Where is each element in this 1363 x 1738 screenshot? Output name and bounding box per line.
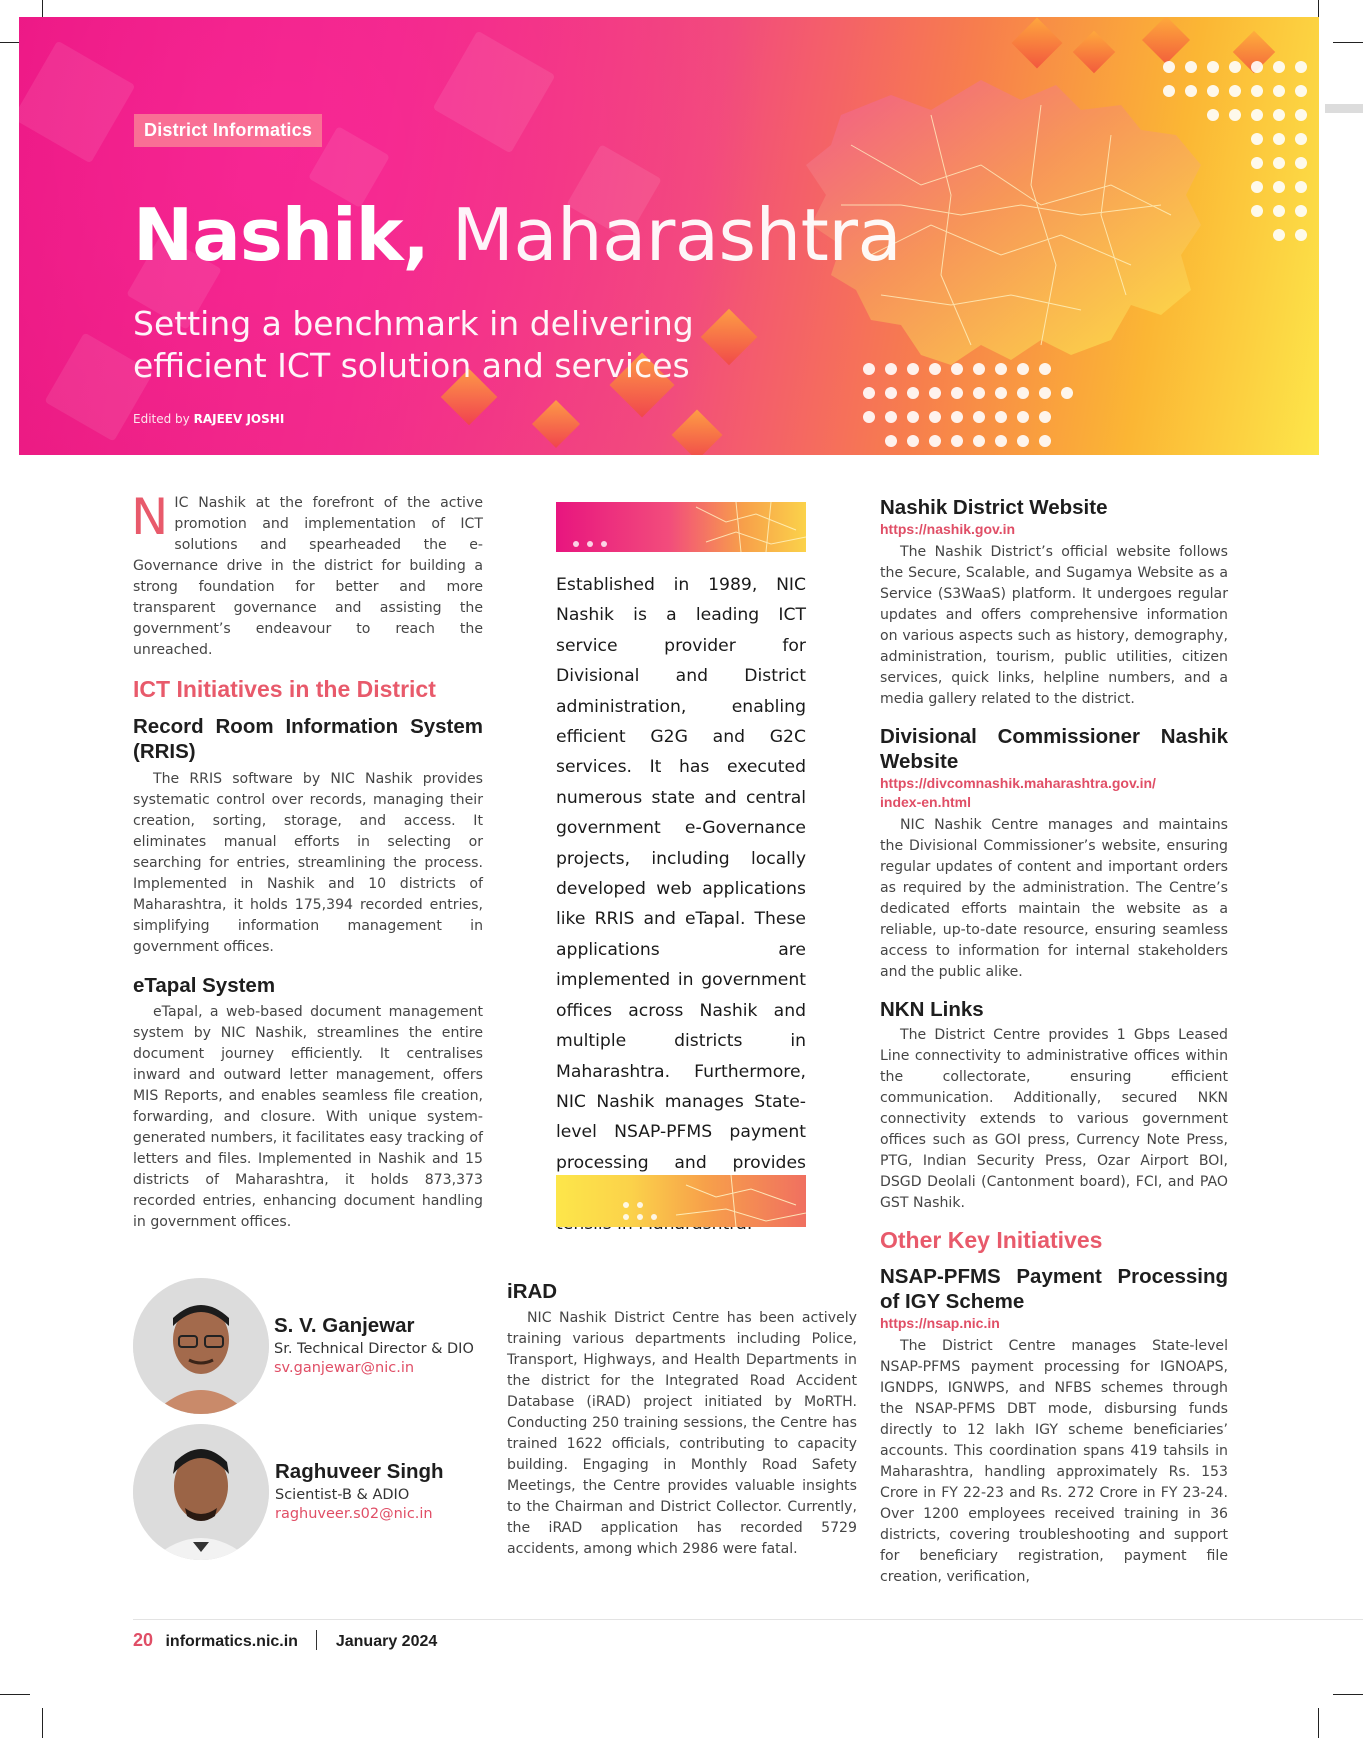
person-photo	[133, 1278, 269, 1414]
website-link[interactable]: https://nashik.gov.in	[880, 521, 1016, 537]
etapal-body: eTapal, a web-based document management system by NIC Nashik, streamlines the entire document journey efficiently. It centralises inward and outward letter management, offers MIS Reports, and enables seamless file creation, forwarding, and closure. With unique system-generated numbers, it facilitates easy tracking of letters and files. Implemented in Nashik and 15 districts of Maharashtra, it holds 873,373 recorded entries, enhancing document handling in government offices.	[133, 1004, 483, 1230]
divcom-body: NIC Nashik Centre manages and maintains the Divisional Commissioner’s website, ensuring regular updates of content and important orders as required by the administration. The Centre’s dedicated efforts maintain the website as a reliable, up-to-date resource, ensuring seamless access to information for internal stakeholders and the public alike.	[880, 817, 1228, 980]
footer-divider	[133, 1619, 1363, 1620]
article-column-left	[131, 488, 483, 1233]
established-paragraph: Established in 1989, NIC Nashik is a leading ICT service provider for Divisional and District administration, enabling efficient G2G and G2C services. It has executed numerous state and central government e-Governance projects, including locally developed web applications like RRIS and eTapal. These applications are implemented in government offices across Nashik and multiple districts in Maharashtra. Furthermore, NIC Nashik manages State-level NSAP-PFMS payment processing and provides	[556, 575, 806, 1173]
crop-mark	[1318, 1708, 1319, 1738]
intro-text: IC Nashik at the forefront of the active promotion and implementation of ICT solutions and spearheaded the e-Governance drive in the district for building a strong foundation for better and more transparent governance and assisting the government’s endeavour to reach the unreached.	[133, 495, 483, 658]
nsap-body: The District Centre manages State-level NSAP-PFMS payment processing for IGNOAPS, IGNDPS, IGNWPS, and NFBS schemes through the NSAP-PFMS DBT mode, disbursing funds directly to 12 lakh IGY scheme beneficiaries’ accounts. This coordination spans 419 tahsils in Maharashtra, handling approximately Rs. 153 Crore in FY 22-23 and Rs. 272 Crore in FY 23-24. Over 1200 employees received training in 36 districts, covering troubleshooting and support for beneficiary registration, payment file creation, verification,	[880, 1338, 1228, 1585]
crop-mark	[1333, 1694, 1363, 1695]
intro-paragraph	[131, 488, 483, 661]
editor-name: RAJEEV JOSHI	[193, 412, 285, 426]
divcom-link-line[interactable]: index-en.html	[880, 794, 972, 810]
etapal-heading: eTapal System	[133, 974, 276, 997]
person-email[interactable]: raghuveer.s02@nic.in	[275, 1506, 433, 1522]
nkn-body: The District Centre provides 1 Gbps Leased Line connectivity to administrative offices within the collectorate, ensuring efficient communication. Additionally, secured NKN connectivity extends to various government offices such as GOI press, Currency Note Press, PTG, Indian Security Press, Ozar Airport BOI, DSGD Deolali (Cantonment board), FCI, and PAO GST Nashik.	[880, 1027, 1228, 1211]
avatar-raghuveer	[133, 1424, 269, 1560]
footer-date: January 2024	[335, 1633, 438, 1650]
subtitle-line: efficient ICT solution and services	[133, 346, 690, 385]
title-city: Nashik,	[133, 193, 429, 277]
page-footer	[133, 1630, 437, 1651]
divcom-heading: Divisional Commissioner Nashik Website	[880, 725, 1228, 773]
person-photo	[133, 1424, 269, 1560]
footer-site[interactable]: informatics.nic.in	[165, 1633, 298, 1650]
other-initiatives-heading: Other Key Initiatives	[880, 1227, 1103, 1253]
decor-cube	[672, 410, 723, 455]
page-subtitle	[133, 303, 773, 387]
crop-mark	[42, 1708, 43, 1738]
decor-map-lines	[556, 502, 806, 552]
irad-column	[507, 1279, 857, 1560]
page-title	[133, 195, 901, 275]
decor-hexagon	[433, 31, 556, 154]
nsap-link[interactable]: https://nsap.nic.in	[880, 1315, 1000, 1331]
hero-banner	[19, 17, 1319, 455]
avatar-ganjewar	[133, 1278, 269, 1414]
edited-by-label: Edited by	[133, 412, 190, 426]
dropcap: N	[131, 488, 169, 546]
section-tag: District Informatics	[134, 114, 322, 147]
decor-strip-bottom	[556, 1175, 806, 1227]
crop-mark	[0, 1694, 30, 1695]
irad-heading: iRAD	[507, 1280, 558, 1303]
person-role: Scientist-B & ADIO	[275, 1487, 410, 1503]
rris-heading: Record Room Information System (RRIS)	[133, 715, 483, 763]
section-heading: ICT Initiatives in the District	[133, 676, 436, 702]
person-name: S. V. Ganjewar	[274, 1314, 415, 1337]
rris-body: The RRIS software by NIC Nashik provides systematic control over records, managing their creation, sorting, storage, and access. It eliminates manual efforts in selecting or searching for entries, streamlining the process. Implemented in Nashik and 10 districts of Maharashtra, it holds 175,394 recorded entries, simplifying information management in government offices.	[133, 771, 483, 955]
title-state: Maharashtra	[451, 193, 902, 277]
decor-strip-top	[556, 502, 806, 552]
person-role: Sr. Technical Director & DIO	[274, 1341, 474, 1357]
nsap-heading: NSAP-PFMS Payment Processing of IGY Scheme	[880, 1265, 1228, 1313]
irad-body: NIC Nashik District Centre has been actively training various departments including Police, Transport, Highways, and Health Departments in the district for the Integrated Road Accident Database (iRAD) project initiated by MoRTH. Conducting 250 training sessions, the Centre has trained 1622 officials, contributing to capacity building. Engaging in Monthly Road Safety Meetings, the Centre provides valuable insights to the Chairman and District Collector. Currently, the iRAD application has recorded 5729 accidents, among which 2986 were fatal.	[507, 1310, 857, 1557]
side-tab-marker	[1325, 104, 1363, 113]
subtitle-line: Setting a benchmark in delivering	[133, 304, 694, 343]
website-body: The Nashik District’s official website follows the Secure, Scalable, and Sugamya Website as a Service (S3WaaS) platform. It undergoes regular updates and offers comprehensive information on various aspects such as history, demography, administration, tourism, public utilities, citizen services, quick links, helpline numbers, and a media gallery related to the district.	[880, 544, 1228, 707]
crop-mark	[1333, 42, 1363, 43]
website-heading: Nashik District Website	[880, 496, 1108, 519]
nkn-heading: NKN Links	[880, 998, 984, 1021]
article-column-right	[880, 495, 1228, 1588]
decor-cube	[532, 400, 580, 448]
footer-separator	[316, 1630, 317, 1650]
divcom-link[interactable]	[880, 774, 1228, 812]
decor-map-lines	[556, 1175, 806, 1227]
person-email[interactable]: sv.ganjewar@nic.in	[274, 1360, 415, 1376]
divcom-link-line[interactable]: https://divcomnashik.maharashtra.gov.in/	[880, 775, 1156, 791]
edited-by	[133, 412, 284, 426]
page-number: 20	[133, 1630, 154, 1650]
decor-hexagon	[19, 41, 135, 164]
person-name: Raghuveer Singh	[275, 1460, 444, 1483]
